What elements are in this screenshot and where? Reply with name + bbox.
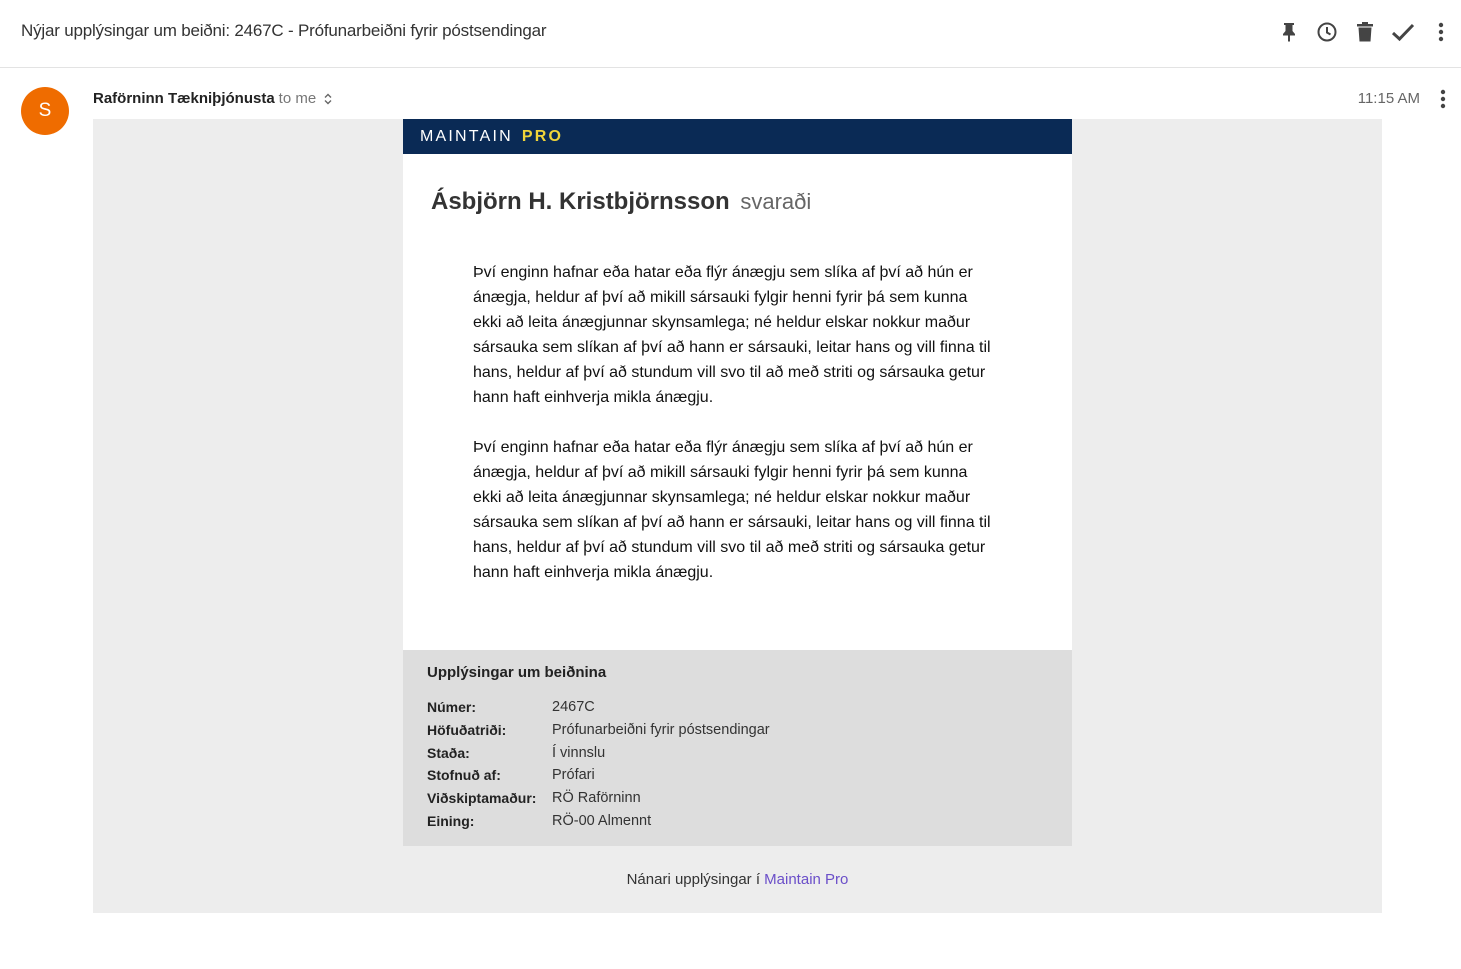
info-row [427,764,1048,787]
brand-bar [403,119,1072,154]
email-body-canvas [93,119,1382,913]
info-value: 2467C [552,699,595,715]
footer-text: Nánari upplýsingar í [626,871,760,888]
email-header-bar [0,0,1461,68]
pin-icon[interactable] [1275,18,1303,46]
info-label: Viðskiptamaður: [427,790,537,807]
brand-pro: PRO [521,127,564,145]
info-label: Eining: [427,812,475,829]
snooze-icon[interactable] [1313,18,1341,46]
sender-name[interactable]: Raförninn Tækniþjónusta [93,90,275,107]
maintain-pro-link[interactable]: Maintain Pro [764,871,849,888]
info-row [427,696,1048,719]
info-value: RÖ Raförninn [552,790,641,807]
info-value: RÖ-00 Almennt [552,812,652,829]
info-value: Prófunarbeiðni fyrir póstsendingar [552,721,770,738]
info-label: Höfuðatriði: [427,721,507,738]
brand-main: MAINTAIN [420,127,513,145]
avatar[interactable]: S [21,87,69,135]
message-content [403,154,1072,650]
more-icon[interactable] [1427,18,1455,46]
info-row [427,810,1048,833]
info-label: Númer: [427,699,477,715]
done-icon[interactable] [1389,18,1417,46]
delete-icon[interactable] [1351,18,1379,46]
info-row [427,742,1048,765]
email-subject: Nýjar upplýsingar um beiðni: 2467C - Prófunarbeiðni fyrir póstsendingar [21,21,547,40]
info-row [427,719,1048,742]
info-label: Stofnuð af: [427,767,501,784]
footer-line [93,871,1382,888]
reply-verb: svaraði [740,189,812,214]
recipient-label: to me [278,90,317,107]
info-value: Prófari [552,767,595,784]
info-title: Upplýsingar um beiðnina [427,664,607,681]
message-more-icon[interactable] [1429,85,1457,113]
message-time: 11:15 AM [1357,90,1420,107]
show-details-icon[interactable] [324,93,332,105]
message-paragraph: Því enginn hafnar eða hatar eða flýr ánægju sem slíka af því að hún er ánægja, heldur af því að mikill sársauki fylgir henni fyrir þá sem kunna ekki að leita ánægjunnar skynsamlega; né heldur elskar nokkur maður sársauka sem slíkan af því að hann er sársauki, leitar hans og vill finna til hans, heldur af því að stundum vill svo til að með striti og sársauka getur hann haft einhverja mikla ánægju. [473,264,991,406]
request-info-box [403,650,1072,846]
reply-headline [431,188,1044,216]
email-toolbar [1265,18,1455,46]
message-paragraph: Því enginn hafnar eða hatar eða flýr ánægju sem slíka af því að hún er ánægja, heldur af því að mikill sársauki fylgir henni fyrir þá sem kunna ekki að leita ánægjunnar skynsamlega; né heldur elskar nokkur maður sársauka sem slíkan af því að hann er sársauki, leitar hans og vill finna til hans, heldur af því að stundum vill svo til að með striti og sársauka getur hann haft einhverja mikla ánægju. [473,439,991,581]
reply-author: Ásbjörn H. Kristbjörnsson [431,188,730,215]
sender-line [93,90,332,107]
info-label: Staða: [427,744,470,761]
message-card [403,119,1072,846]
info-row [427,787,1048,810]
info-value: Í vinnslu [552,744,606,761]
